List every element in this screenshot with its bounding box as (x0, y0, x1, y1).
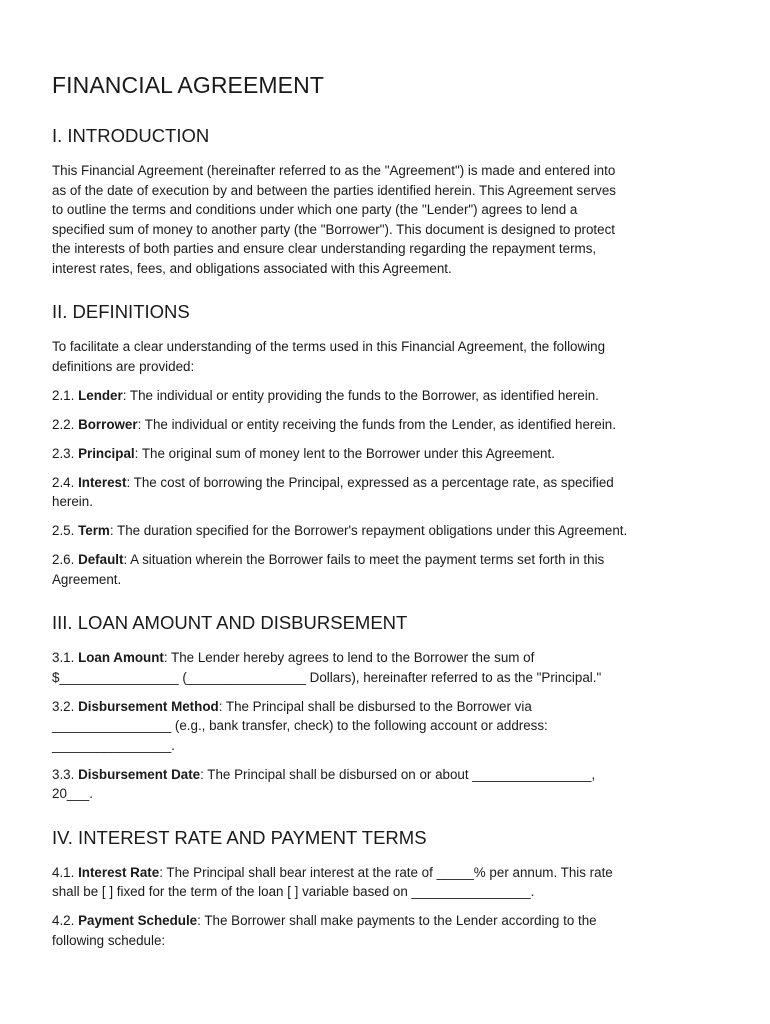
clause-number: 3.1. (52, 650, 79, 665)
clause-paragraph (52, 863, 724, 902)
clause-number: 3.2. (52, 698, 79, 714)
defined-term: Principal (78, 445, 135, 461)
text-line: 20___. (52, 786, 93, 801)
text-line: : The individual or entity providing the funds to the Borrower, as identified herein. (122, 387, 599, 403)
document-title: FINANCIAL AGREEMENT (52, 72, 324, 98)
document-body (52, 70, 724, 972)
section (52, 826, 724, 951)
text-line: : The Principal shall bear interest at the rate of _____% per annum. This rate (159, 864, 613, 880)
defined-term: Payment Schedule (78, 913, 198, 928)
text-line: to outline the terms and conditions under which one party (the "Lender") agrees to lend a (52, 202, 578, 217)
text-line: : The Borrower shall make payments to the Lender according to the (197, 913, 597, 928)
clause-number: 2.3. (52, 445, 79, 461)
clause-number: 2.4. (52, 474, 79, 490)
clause-number: 2.6. (52, 552, 79, 567)
text-line: following schedule: (52, 932, 166, 948)
text-line: : The original sum of money lent to the Borrower under this Agreement. (134, 445, 555, 461)
defined-term: Term (78, 523, 110, 538)
clause-paragraph (52, 444, 724, 464)
defined-term: Disbursement Date (78, 766, 201, 782)
text-line: shall be [ ] fixed for the term of the loan [ ] variable based on ________________. (52, 884, 535, 899)
clause-number: 2.2. (52, 416, 79, 432)
clause-paragraph (52, 386, 724, 406)
text-line: herein. (52, 494, 93, 509)
section-heading: II. DEFINITIONS (52, 301, 190, 322)
defined-term: Default (78, 552, 124, 567)
clause-paragraph (52, 415, 724, 435)
clause-number: 3.3. (52, 766, 79, 782)
defined-term: Interest (78, 474, 127, 490)
text-line: Agreement. (52, 571, 122, 587)
defined-term: Borrower (78, 416, 138, 432)
text-line: $________________ (________________ Dollars), hereinafter referred to as the "Principal." (52, 669, 602, 685)
text-line: : The Principal shall be disbursed on or about ________________, (200, 766, 596, 782)
clause-number: 4.2. (52, 913, 79, 928)
section-heading: I. INTRODUCTION (52, 125, 210, 146)
text-line: : The Principal shall be disbursed to the Borrower via (218, 698, 532, 714)
defined-term: Lender (78, 387, 123, 403)
section (52, 300, 724, 589)
text-line: This Financial Agreement (hereinafter referred to as the "Agreement") is made and entered into (52, 163, 616, 178)
clause-number: 2.1. (52, 387, 79, 403)
defined-term: Disbursement Method (78, 698, 219, 714)
text-line: : The Lender hereby agrees to lend to the Borrower the sum of (163, 650, 535, 665)
section (52, 124, 724, 278)
clause-paragraph (52, 765, 724, 804)
defined-term: Interest Rate (78, 864, 160, 880)
clause-paragraph (52, 911, 724, 950)
section-heading: IV. INTEREST RATE AND PAYMENT TERMS (52, 826, 427, 848)
text-line: specified sum of money to another party (the "Borrower"). This document is designed to protect (52, 221, 616, 237)
clause-paragraph (52, 697, 724, 756)
text-line: : A situation wherein the Borrower fails to meet the payment terms set forth in this (123, 552, 605, 567)
text-line: ________________. (52, 737, 175, 753)
clause-number: 4.1. (52, 864, 79, 880)
section (52, 611, 724, 804)
text-line: To facilitate a clear understanding of the terms used in this Financial Agreement, the following (52, 339, 606, 354)
text-line: : The cost of borrowing the Principal, expressed as a percentage rate, as specified (126, 474, 614, 490)
text-line: : The duration specified for the Borrower's repayment obligations under this Agreement. (109, 523, 628, 538)
text-line: interest rates, fees, and obligations associated with this Agreement. (52, 260, 452, 276)
text-line: as of the date of execution by and between the parties identified herein. This Agreement serves (52, 182, 617, 198)
sections-container (52, 124, 724, 950)
section-heading: III. LOAN AMOUNT AND DISBURSEMENT (52, 612, 408, 633)
clause-paragraph (52, 521, 724, 541)
clause-paragraph (52, 550, 724, 589)
clause-paragraph (52, 473, 724, 512)
text-line: definitions are provided: (52, 358, 195, 374)
clause-paragraph (52, 648, 724, 687)
body-paragraph (52, 337, 724, 376)
text-line: ________________ (e.g., bank transfer, check) to the following account or address: (52, 718, 548, 733)
text-line: : The individual or entity receiving the funds from the Lender, as identified herein. (137, 416, 616, 432)
body-paragraph (52, 161, 724, 278)
defined-term: Loan Amount (78, 650, 164, 665)
clause-number: 2.5. (52, 523, 79, 538)
text-line: the interests of both parties and ensure clear understanding regarding the repayment terms, (52, 241, 597, 256)
